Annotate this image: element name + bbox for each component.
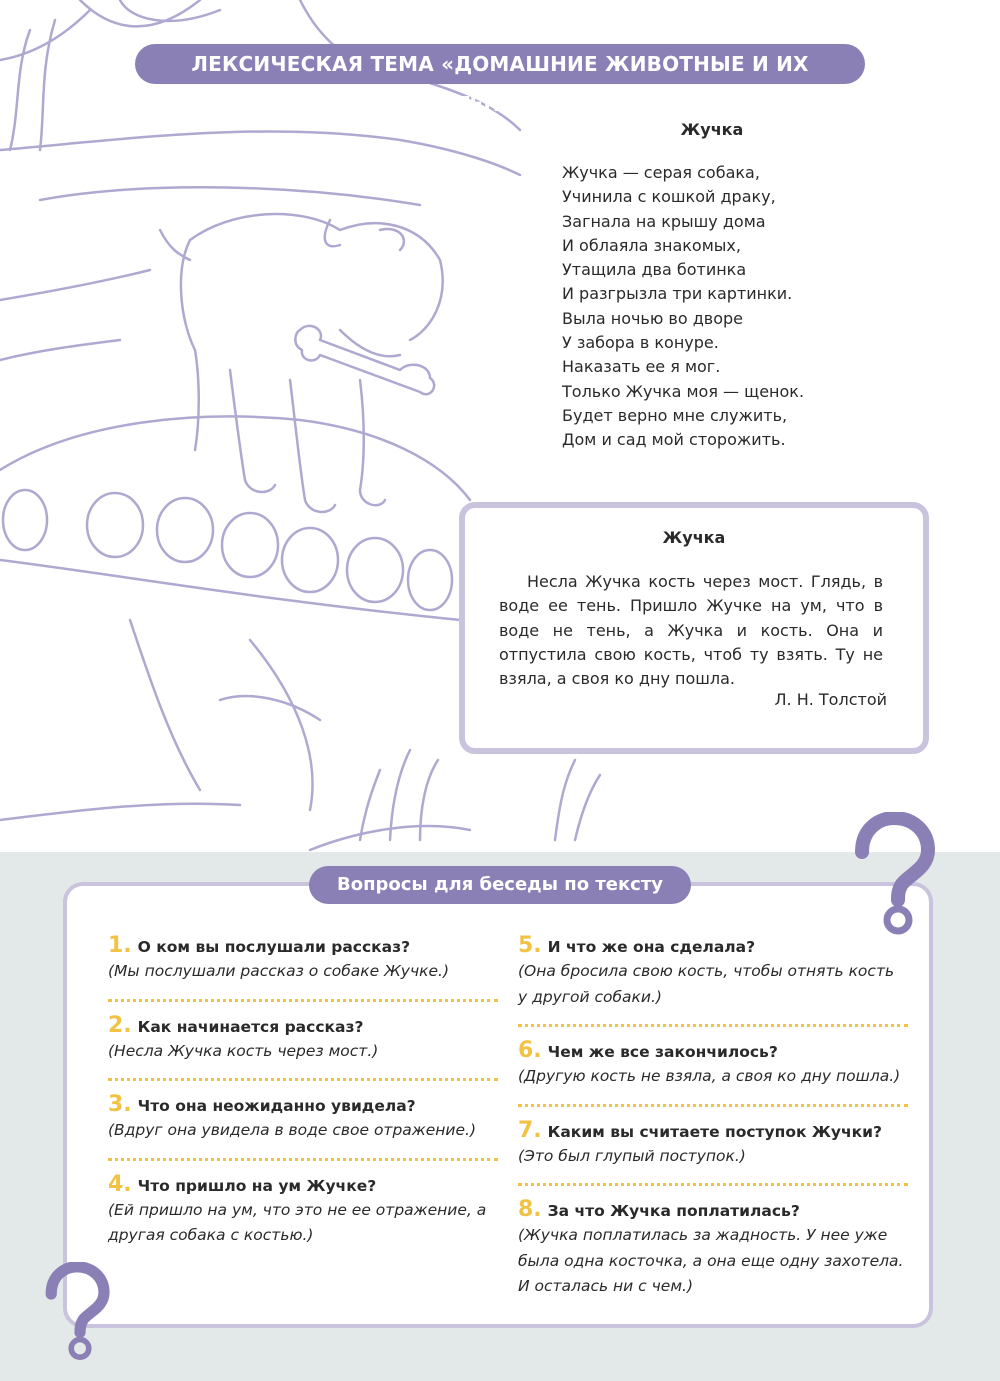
question-item xyxy=(108,1014,498,1082)
question-item xyxy=(108,1173,498,1263)
question-text: Чем же все закончилось? xyxy=(547,1043,778,1061)
questions-title: Вопросы для беседы по тексту xyxy=(309,866,691,904)
question-answer: (Мы послушали рассказ о собаке Жучке.) xyxy=(108,962,449,980)
poem-line: Выла ночью во дворе xyxy=(562,308,743,328)
poem-line: Загнала на крышу дома xyxy=(562,211,766,231)
poem-line: И разгрызла три картинки. xyxy=(562,284,793,304)
questions-column-right xyxy=(518,934,908,1326)
question-number: 1. xyxy=(108,933,132,958)
question-mark-icon xyxy=(40,1262,112,1362)
topic-title: ЛЕКСИЧЕСКАЯ ТЕМА «ДОМАШНИЕ ЖИВОТНЫЕ И ИХ ДЕТЕНЫШИ» xyxy=(135,44,865,84)
question-text: И что же она сделала? xyxy=(547,938,756,956)
question-item xyxy=(518,1119,908,1187)
story-author: Л. Н. Толстой xyxy=(774,690,887,709)
question-text: Каким вы считаете поступок Жучки? xyxy=(547,1122,883,1141)
question-number: 5. xyxy=(518,933,542,958)
question-answer: (Это был глупый поступок.) xyxy=(518,1146,746,1165)
question-text: Как начинается рассказ? xyxy=(137,1017,364,1036)
question-number: 4. xyxy=(108,1171,132,1197)
poem-line: Утащила два ботинка xyxy=(562,260,747,280)
question-answer: (Она бросила свою кость, чтобы отнять кость у другой собаки.) xyxy=(518,962,895,1006)
poem xyxy=(562,120,902,453)
poem-line: Только Жучка моя — щенок. xyxy=(562,381,805,401)
poem-line: Наказать ее я мог. xyxy=(562,357,721,377)
question-answer: (Жучка поплатилась за жадность. У нее уже была одна косточка, а она еще одну захотела. И осталась ни с чем.) xyxy=(518,1226,904,1295)
question-item xyxy=(518,934,908,1027)
question-answer: (Несла Жучка кость через мост.) xyxy=(108,1041,379,1060)
poem-title: Жучка xyxy=(680,120,744,139)
story-title: Жучка xyxy=(662,528,726,547)
question-number: 3. xyxy=(108,1092,132,1117)
question-number: 8. xyxy=(518,1197,542,1222)
story-text: Несла Жучка кость через мост. Глядь, в воде ее тень. Пришло Жучке на ум, что в воде не тень, а Жучка и кость. Она и отпустила свою кость, чтоб ту взять. Ту не взяла, а своя ко дну пошла. xyxy=(499,572,883,689)
question-text: Что пришло на ум Жучке? xyxy=(137,1176,377,1195)
story-box xyxy=(459,502,929,754)
poem-line: И облаяла знакомых, xyxy=(562,235,741,255)
question-text: О ком вы послушали рассказ? xyxy=(137,938,411,956)
poem-line: Дом и сад мой сторожить. xyxy=(562,430,786,450)
question-answer: (Другую кость не взяла, а своя ко дну пошла.) xyxy=(518,1067,901,1085)
question-item xyxy=(108,934,498,1002)
poem-line: Жучка — серая собака, xyxy=(562,163,760,182)
question-number: 7. xyxy=(518,1117,542,1143)
question-item xyxy=(108,1093,498,1161)
question-item xyxy=(518,1198,908,1314)
question-item xyxy=(518,1039,908,1107)
question-mark-icon xyxy=(848,812,938,937)
question-text: Что она неожиданно увидела? xyxy=(137,1097,416,1115)
questions-column-left xyxy=(108,934,498,1275)
poem-line: У забора в конуре. xyxy=(562,333,719,353)
question-number: 6. xyxy=(518,1038,542,1063)
question-text: За что Жучка поплатилась? xyxy=(547,1202,800,1220)
question-answer: (Ей пришло на ум, что это не ее отражение, а другая собака с костью.) xyxy=(108,1200,487,1244)
question-number: 2. xyxy=(108,1012,132,1038)
poem-line: Будет верно мне служить, xyxy=(562,405,788,425)
question-answer: (Вдруг она увидела в воде свое отражение.) xyxy=(108,1121,477,1139)
poem-line: Учинила с кошкой драку, xyxy=(562,187,776,207)
